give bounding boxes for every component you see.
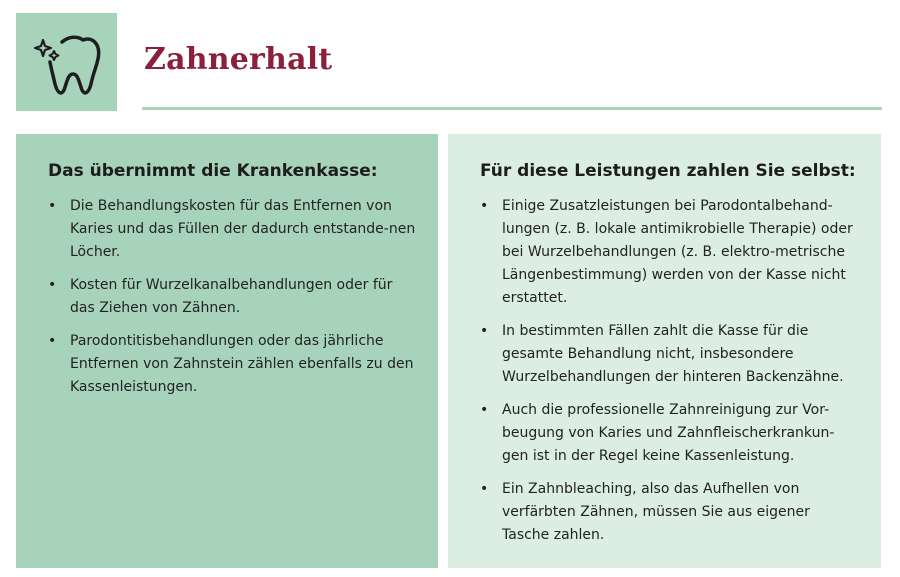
covered-heading: Das übernimmt die Krankenkasse: xyxy=(48,161,378,181)
list-item: • Die Behandlungskosten für das Entfernen von Karies und das Füllen der dadurch entstande-nen Löcher. xyxy=(48,198,416,260)
covered-list xyxy=(48,195,416,399)
list-item: • Ein Zahnbleaching, also das Aufhellen von verfärbten Zähnen, müssen Sie aus eigener Tasche zahlen. xyxy=(480,481,810,543)
self-pay-panel xyxy=(448,134,881,568)
list-item-text: Ein Zahnbleaching, also das Aufhellen von verfärbten Zähnen, müssen Sie aus eigener Tasche zahlen. xyxy=(502,481,810,543)
list-item-text: Die Behandlungskosten für das Entfernen von Karies und das Füllen der dadurch entstande-nen Löcher. xyxy=(70,198,416,260)
title-divider xyxy=(142,107,882,110)
list-item: • Kosten für Wurzelkanalbehandlungen oder für das Ziehen von Zähnen. xyxy=(48,277,393,316)
page-title: Zahnerhalt xyxy=(144,42,333,77)
list-item: • In bestimmten Fällen zahlt die Kasse für die gesamte Behandlung nicht, insbesondere Wurzelbehandlungen der hinteren Backenzähne. xyxy=(480,323,844,385)
list-item-text: In bestimmten Fällen zahlt die Kasse für die gesamte Behandlung nicht, insbesondere Wurzelbehandlungen der hinteren Backenzähne. xyxy=(502,323,844,385)
icon-box xyxy=(16,13,117,111)
self-pay-list xyxy=(480,195,859,547)
list-item: • Auch die professionelle Zahnreinigung zur Vor-beugung von Karies und Zahnfleischerkrankun-gen ist in der Regel keine Kassenleistung. xyxy=(480,402,835,464)
covered-by-insurance-panel xyxy=(16,134,438,568)
list-item-text: Kosten für Wurzelkanalbehandlungen oder für das Ziehen von Zähnen. xyxy=(70,277,393,316)
self-pay-heading: Für diese Leistungen zahlen Sie selbst: xyxy=(480,161,856,181)
list-item-text: Parodontitisbehandlungen oder das jährliche Entfernen von Zahnstein zählen ebenfalls zu den Kassenleistungen. xyxy=(70,333,414,395)
list-item-text: Auch die professionelle Zahnreinigung zur Vor-beugung von Karies und Zahnfleischerkrankun-gen ist in der Regel keine Kassenleistung. xyxy=(502,402,835,464)
tooth-sparkle-icon xyxy=(31,26,103,98)
list-item: • Einige Zusatzleistungen bei Parodontalbehand-lungen (z. B. lokale antimikrobielle Therapie) oder bei Wurzelbehandlungen (z. B. elektro-metrische Längenbestimmung) werden von der Kasse nicht erstattet. xyxy=(480,198,853,306)
list-item-text: Einige Zusatzleistungen bei Parodontalbehand-lungen (z. B. lokale antimikrobielle Therapie) oder bei Wurzelbehandlungen (z. B. elektro-metrische Längenbestimmung) werden von der Kasse nicht erstattet. xyxy=(502,198,853,306)
list-item: • Parodontitisbehandlungen oder das jährliche Entfernen von Zahnstein zählen ebenfalls zu den Kassenleistungen. xyxy=(48,333,414,395)
